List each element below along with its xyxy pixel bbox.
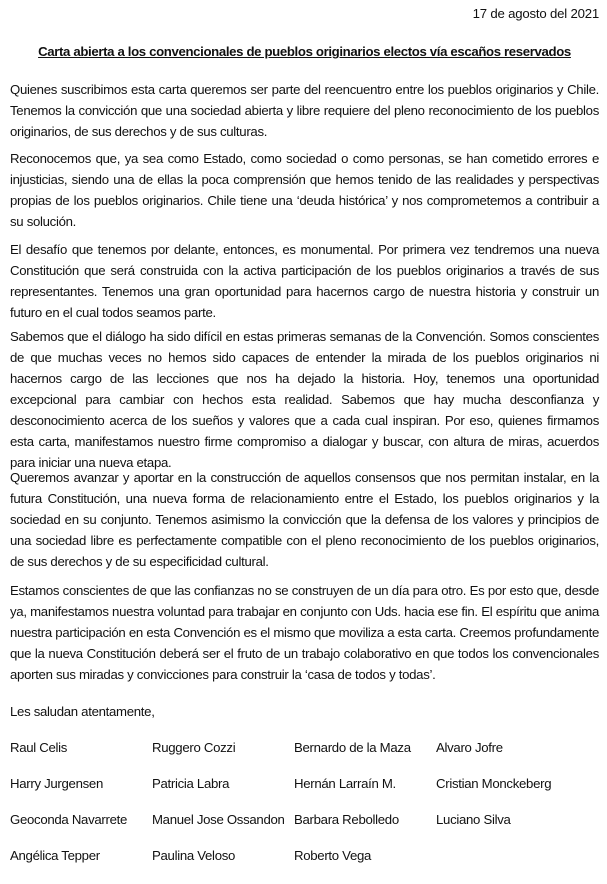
signatory: Barbara Rebolledo	[294, 812, 399, 827]
paragraph-6: Estamos conscientes de que las confianzas no se construyen de un día para otro. Es por esto que, desde ya, manifestamos nuestra voluntad para trabajar en conjunto con Uds. hacia ese fin. El espíritu que anima nuestra participación en esta Convención es el mismo que moviliza a esta carta. Creemos profundamente que la nueva Constitución deberá ser el fruto de un trabajo colaborativo en que todos los convencionales aporten sus miradas y convicciones para construir la ‘casa de todos y todas’.	[10, 583, 599, 682]
signatory-row	[10, 740, 599, 776]
paragraph-3: El desafío que tenemos por delante, entonces, es monumental. Por primera vez tendremos una nueva Constitución que será construida con la activa participación de los pueblos originarios a través de sus representantes. Tenemos una gran oportunidad para hacernos cargo de nuestra historia y construir un futuro en el cual todos seamos parte.	[10, 242, 599, 320]
signatories-grid	[10, 740, 599, 884]
paragraph-5: Queremos avanzar y aportar en la construcción de aquellos consensos que nos permitan instalar, en la futura Constitución, una nueva forma de relacionamiento entre el Estado, los pueblos originarios y la sociedad en su conjunto. Tenemos asimismo la convicción que la defensa de los valores y principios de una sociedad libre es perfectamente compatible con el pleno reconocimiento de los pueblos originarios, de sus derechos y de su especificidad cultural.	[10, 470, 599, 569]
signatory: Roberto Vega	[294, 848, 372, 863]
signatory-row	[10, 776, 599, 812]
signatory: Patricia Labra	[152, 776, 230, 791]
signatory: Geoconda Navarrete	[10, 812, 128, 827]
signatory: Harry Jurgensen	[10, 776, 103, 791]
signatory: Luciano Silva	[436, 812, 511, 827]
signatory: Manuel Jose Ossandon	[152, 812, 285, 827]
paragraph-1: Quienes suscribimos esta carta queremos ser parte del reencuentro entre los pueblos originarios y Chile. Tenemos la convicción que una sociedad abierta y libre requiere del pleno reconocimiento de los pueblos originarios, de sus derechos y de sus culturas.	[10, 82, 599, 139]
closing-salutation: Les saludan atentamente,	[10, 704, 155, 719]
signatory: Ruggero Cozzi	[152, 740, 236, 755]
letter-title: Carta abierta a los convencionales de pueblos originarios electos vía escaños reservados	[38, 44, 571, 59]
signatory: Hernán Larraín M.	[294, 776, 396, 791]
signatory: Angélica Tepper	[10, 848, 100, 863]
signatory-row	[10, 812, 599, 848]
signatory: Alvaro Jofre	[436, 740, 503, 755]
paragraph-2: Reconocemos que, ya sea como Estado, como sociedad o como personas, se han cometido errores e injusticias, siendo una de ellas la poca comprensión que hemos tenido de las realidades y perspectivas propias de los pueblos originarios. Chile tiene una ‘deuda histórica’ y nos comprometemos a contribuir a su solución.	[10, 151, 599, 229]
signatory-row	[10, 848, 599, 884]
paragraph-4: Sabemos que el diálogo ha sido difícil en estas primeras semanas de la Convención. Somos conscientes de que muchas veces no hemos sido capaces de entender la mirada de los pueblos originarios ni hacernos cargo de las lecciones que nos ha dejado la historia. Hoy, tenemos una oportunidad excepcional para cambiar con hechos esta realidad. Sabemos que hay mucha desconfianza y desconocimiento acerca de los sueños y valores que a cada cual inspiran. Por eso, quienes firmamos esta carta, manifestamos nuestro firme compromiso a dialogar y buscar, con altura de miras, acuerdos para iniciar una nueva etapa.	[10, 329, 599, 470]
signatory: Bernardo de la Maza	[294, 740, 411, 755]
signatory: Cristian Monckeberg	[436, 776, 552, 791]
signatory: Paulina Veloso	[152, 848, 236, 863]
signatory: Raul Celis	[10, 740, 68, 755]
letter-date: 17 de agosto del 2021	[472, 6, 599, 21]
